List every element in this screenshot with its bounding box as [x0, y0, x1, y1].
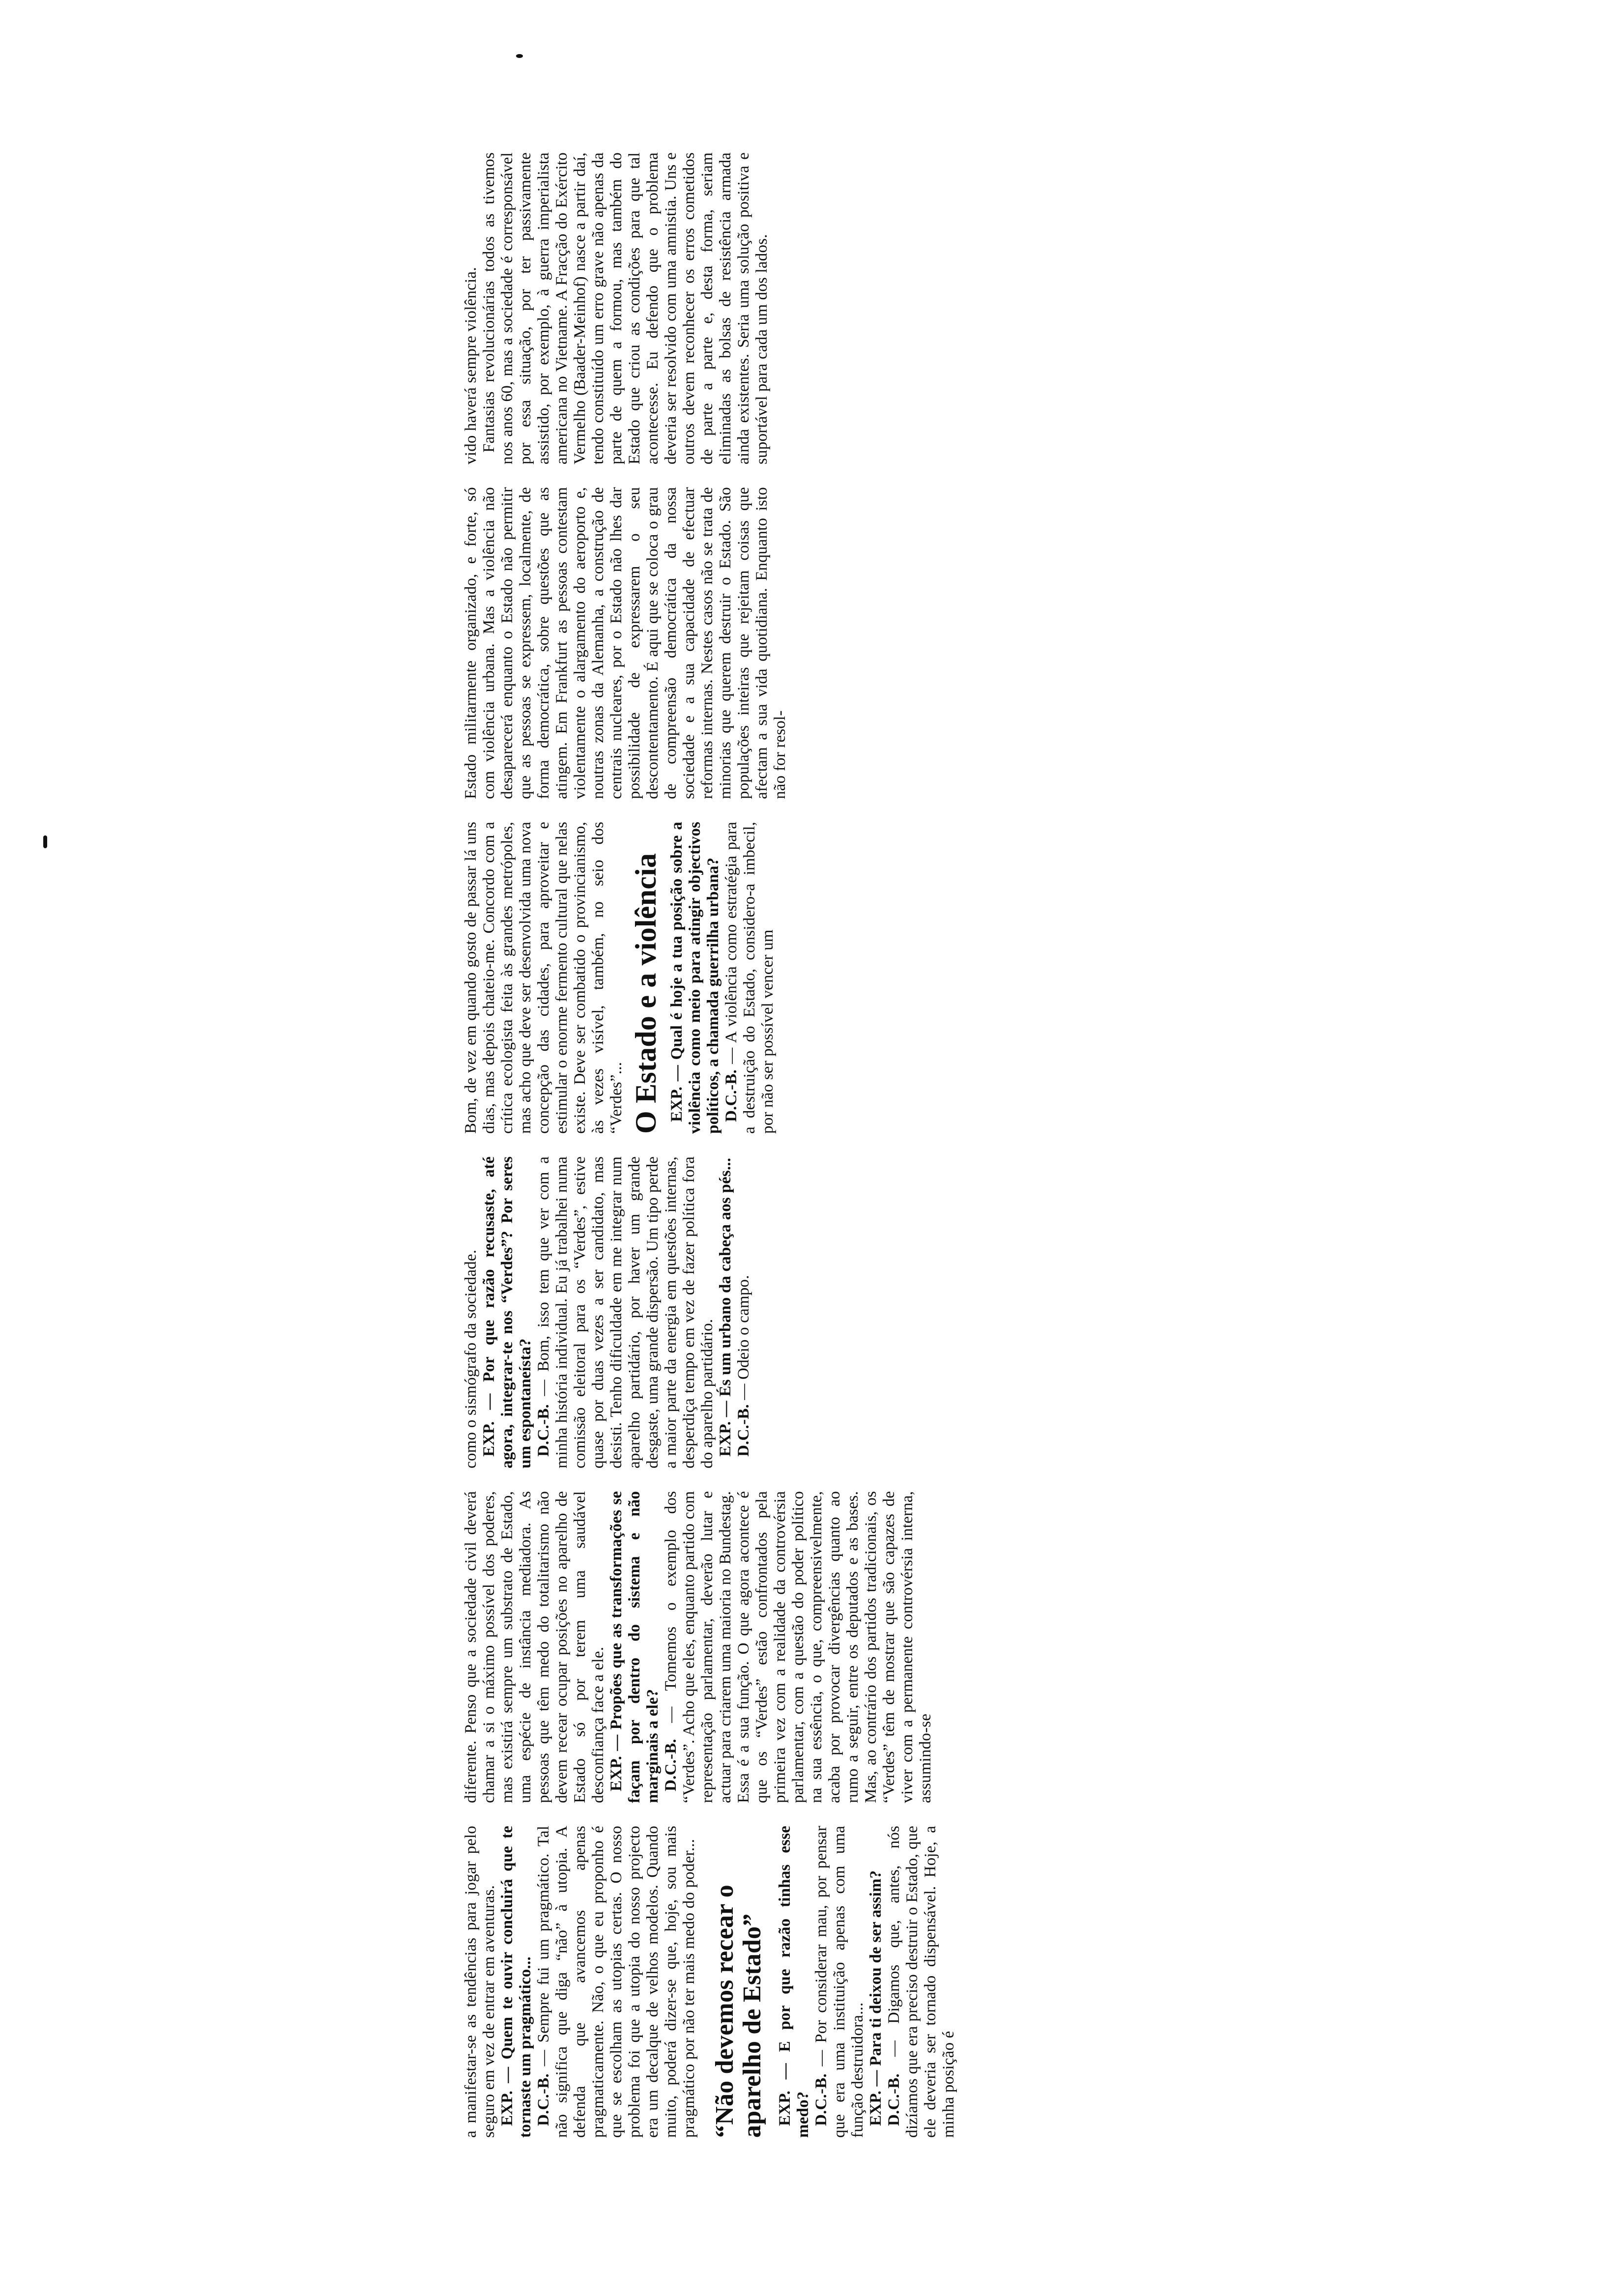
answer: D.C.-B. — Digamos que, antes, nós dizíamos que era preciso destruir o Estado, que ele deveria ser tornado dispensável. Hoje, a minha posição é: [885, 1826, 957, 2138]
question: EXP. — Propões que as transformações se façam por dentro do sistema e não marginais a ele?: [607, 1491, 662, 1803]
column-3: [462, 1156, 806, 1468]
scan-speck: [43, 835, 47, 848]
question: EXP. — Qual é hoje a tua posição sobre a violência como meio para atingir objectivos políticos, a chamada guerrilha urbana?: [668, 822, 722, 1134]
subheading: “Não devemos recear o aparelho de Estado”: [711, 1885, 766, 2138]
column-4: [462, 822, 806, 1134]
paragraph: diferente. Penso que a sociedade civil deverá chamar a si o máximo possível dos poderes, mas existirá sempre um substrato de Estado, uma espécie de instância mediadora. As pessoas que têm medo do totalitarismo não devem recear ocupar posições no aparelho de Estado só por terem uma saudável desconfiança face a ele.: [462, 1491, 607, 1803]
answer: D.C.-B. — Por considerar mau, por pensar que era uma instituição apenas com uma função destruidora...: [812, 1826, 866, 2138]
subheading: O Estado e a violência: [630, 853, 662, 1134]
answer: D.C.-B. — Tomemos o exemplo dos “Verdes”. Acho que eles, enquanto partido com representação parlamentar, deverão lutar e actuar para criarem uma maioria no Bundestag. Essa é a sua função. O que agora acontece é que os “Verdes” estão confrontados pela primeira vez com a realidade da controvérsia parlamentar, com a questão do poder político na sua essência, o que, compreensivelmente, acaba por provocar divergências quanto ao rumo a seguir, entre os deputados e as bases. Mas, ao contrário dos partidos tradicionais, os “Verdes” têm de mostrar que são capazes de viver com a permanente controvérsia interna, assumindo-se: [662, 1491, 934, 1803]
column-6: [462, 152, 806, 464]
newspaper-article-rotated: [462, 143, 1150, 2138]
answer: D.C.-B. — Bom, isso tem que ver com a minha história individual. Eu já trabalhei numa comissão eleitoral para os “Verdes”, estive quase por duas vezes a ser candidato, mas desisti. Tenho dificuldade em me integrar num aparelho partidário, por haver um grande desgaste, uma grande dispersão. Um tipo perde a maior parte da energia em questões internas, desperdiça tempo em vez de fazer política fora do aparelho partidário.: [535, 1156, 716, 1468]
question: EXP. — Para ti deixou de ser assim?: [867, 1870, 885, 2126]
paragraph: vido haverá sempre violência.: [462, 267, 480, 464]
paragraph: como o sismógrafo da sociedade.: [462, 1249, 480, 1468]
column-2: [462, 1491, 934, 1803]
question: EXP. — Quem te ouvir concluirá que te tornaste um pragmático...: [498, 1826, 534, 2138]
question: EXP. — E por que razão tinhas esse medo?: [776, 1826, 812, 2138]
question: EXP. — És um urbano da cabeça aos pés...: [717, 1157, 734, 1457]
column-1: [462, 1826, 957, 2138]
article-columns: [462, 143, 957, 2138]
scan-speck: [516, 54, 523, 58]
answer: D.C.-B. — Odeio o campo.: [735, 1275, 752, 1457]
paragraph: Bom, de vez em quando gosto de passar lá uns dias, mas depois chateio-me. Concordo com a crítica ecologista feita às grandes metrópoles, mas acho que deve ser desenvolvida uma nova concepção das cidades, para aproveitar e estimular o enorme fermento cultural que nelas existe. Deve ser combatido o provincianismo, às vezes visível, também, no seio dos “Verdes”...: [462, 822, 625, 1134]
paragraph: a manifestar-se as tendências para jogar pelo seguro em vez de entrar em aventuras.: [462, 1826, 498, 2138]
paragraph: Estado militarmente organizado, e forte, só com violência urbana. Mas a violência não desaparecerá enquanto o Estado não permitir que as pessoas se expressem, localmente, de forma democrática, sobre questões que as atingem. Em Frankfurt as pessoas contestam violentamente o alargamento do aeroporto e, noutras zonas da Alemanha, a construção de centrais nucleares, por o Estado não lhes dar possibilidade de expressarem o seu descontentamento. É aqui que se coloca o grau de compreensão democrática da nossa sociedade e a sua capacidade de efectuar reformas internas. Nestes casos não se trata de minorias que querem destruir o Estado. São populações inteiras que rejeitam coisas que afectam a sua vida quotidiana. Enquanto isto não for resol-: [462, 487, 789, 799]
column-5: [462, 487, 806, 799]
answer: D.C.-B. — A violência como estratégia para a destruição do Estado, considero-a imbecil, por não ser possível vencer um: [722, 822, 777, 1134]
answer: D.C.-B. — Sempre fui um pragmático. Tal não significa que diga “não” à utopia. A defenda que avancemos apenas pragmaticamente. Não, o que eu proponho é que se escolham as utopias certas. O nosso problema foi que a utopia do nosso projecto era um decalque de velhos modelos. Quando muito, poderá dizer-se que, hoje, sou mais pragmático por não ter mais medo do poder...: [535, 1826, 698, 2138]
question: EXP. — Por que razão recusaste, até agora, integrar-te nos “Verdes”? Por seres um espontaneísta?: [480, 1156, 534, 1468]
paragraph: Fantasias revolucionárias todos as tivemos nos anos 60, mas a sociedade é corresponsável por essa situação, por ter passivamente assistido, por exemplo, à guerra imperialista americana no Vietname. A Fracção do Exército Vermelho (Baader-Meinhof) nasce a partir daí, tendo constituído um erro grave não apenas da parte de quem a formou, mas também do Estado que criou as condições para que tal acontecesse. Eu defendo que o problema deveria ser resolvido com uma amnistia. Uns e outros devem reconhecer os erros cometidos de parte a parte e, desta forma, seriam eliminadas as bolsas de resistência armada ainda existentes. Seria uma solução positiva e suportável para cada um dos lados.: [480, 152, 771, 464]
